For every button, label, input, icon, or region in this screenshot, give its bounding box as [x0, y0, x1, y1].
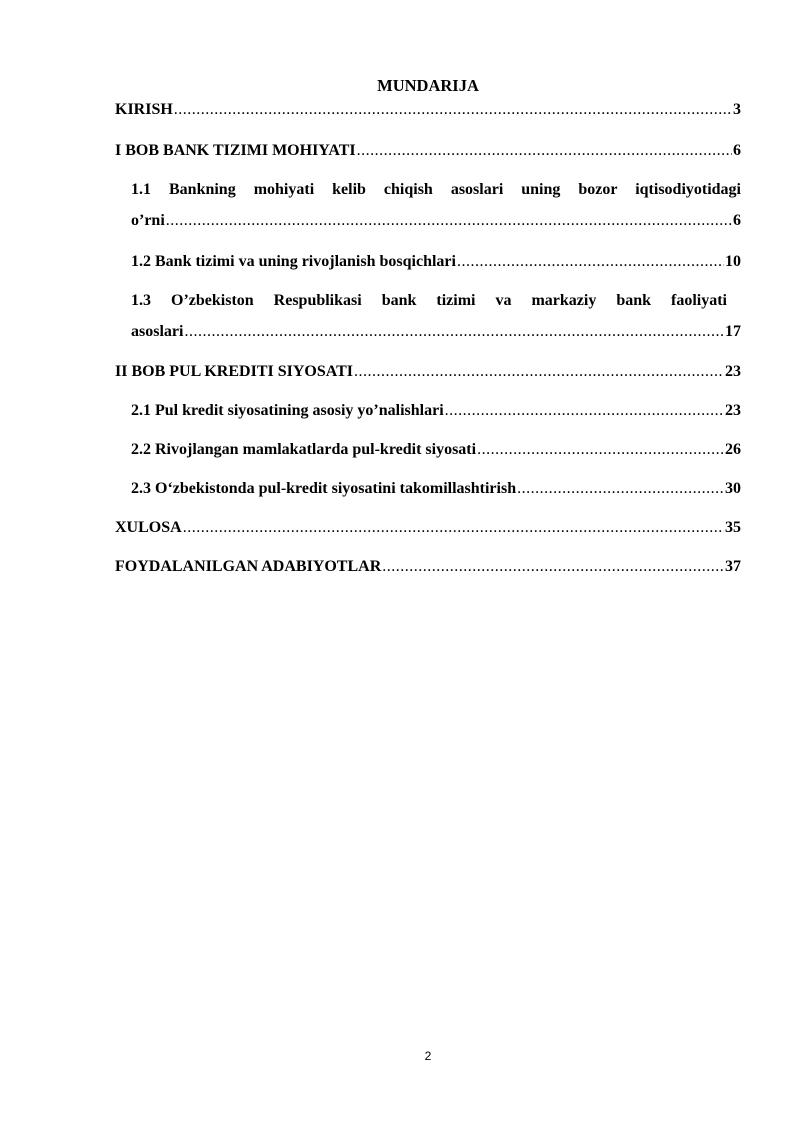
- toc-entry-1-1[interactable]: [131, 211, 741, 231]
- toc-entry-1-2[interactable]: [131, 252, 741, 272]
- toc-entry-page: 30: [725, 480, 741, 497]
- toc-leader-dots: [445, 401, 724, 421]
- toc-entry-2-3[interactable]: [131, 479, 741, 499]
- toc-entry-page: 23: [725, 402, 741, 419]
- toc-entry-label: XULOSA: [115, 519, 182, 536]
- toc-entry-label: asoslari: [131, 323, 184, 340]
- toc-entry-2-1[interactable]: [131, 401, 741, 421]
- toc-entry-bibliography[interactable]: [115, 557, 741, 577]
- toc-entry-page: 3: [733, 101, 741, 118]
- toc-entry-2-2[interactable]: [131, 440, 741, 460]
- toc-entry-xulosa[interactable]: [115, 518, 741, 538]
- toc-entry-label: KIRISH: [115, 101, 173, 118]
- toc-entry-label: 2.3 O‘zbekistonda pul-kredit siyosatini takomillashtirish: [131, 480, 517, 497]
- toc-leader-dots: [382, 557, 724, 577]
- toc-entry-label: 2.1 Pul kredit siyosatining asosiy yo’nalishlari: [131, 402, 444, 419]
- toc-entry-label: II BOB PUL KREDITI SIYOSATI: [115, 363, 353, 380]
- toc-entry-chapter-2[interactable]: [115, 362, 741, 382]
- toc-leader-dots: [457, 252, 724, 272]
- toc-entry-page: 26: [725, 441, 741, 458]
- toc-leader-dots: [517, 479, 724, 499]
- toc-entry-page: 10: [725, 253, 741, 270]
- toc-entry-page: 6: [733, 142, 741, 159]
- toc-entry-label: I BOB BANK TIZIMI MOHIYATI: [115, 142, 356, 159]
- toc-entry-page: 6: [733, 212, 741, 229]
- toc-entry-label: FOYDALANILGAN ADABIYOTLAR: [115, 558, 382, 575]
- toc-entry-kirish[interactable]: [115, 100, 741, 120]
- toc-entry-page: 23: [725, 363, 741, 380]
- toc-leader-dots: [354, 362, 724, 382]
- toc-leader-dots: [183, 518, 724, 538]
- toc-leader-dots: [174, 100, 732, 120]
- toc-leader-dots: [166, 211, 732, 231]
- toc-entry-chapter-1[interactable]: [115, 141, 741, 161]
- toc-leader-dots: [357, 141, 732, 161]
- toc-entry-1-3[interactable]: [131, 322, 741, 342]
- toc-entry-page: 35: [725, 519, 741, 536]
- toc-leader-dots: [477, 440, 724, 460]
- page-number: 2: [424, 1049, 432, 1063]
- toc-entry-page: 17: [725, 323, 741, 340]
- toc-title: MUNDARIJA: [377, 76, 479, 95]
- toc-entry-label: o’rni: [131, 212, 165, 229]
- toc-entry-page: 37: [725, 558, 741, 575]
- toc-entry-label: 2.2 Rivojlangan mamlakatlarda pul-kredit siyosati: [131, 441, 477, 458]
- toc-leader-dots: [184, 322, 724, 342]
- toc-entry-1-3-line1[interactable]: 1.3 O’zbekiston Respublikasi bank tizimi va markaziy bank faoliyati: [131, 292, 727, 309]
- toc-entry-1-1-line1[interactable]: 1.1 Bankning mohiyati kelib chiqish asoslari uning bozor iqtisodiyotidagi: [131, 181, 741, 198]
- toc-entry-label: 1.2 Bank tizimi va uning rivojlanish bosqichlari: [131, 253, 456, 270]
